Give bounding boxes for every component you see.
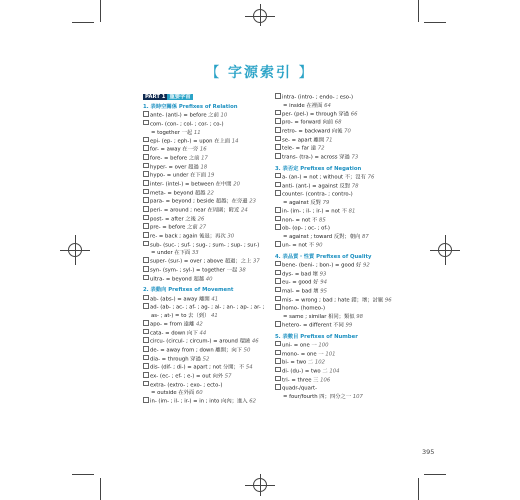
index-entry [143,275,265,284]
index-entry [275,313,397,321]
entry-page: 96 [383,297,392,304]
index-section [143,103,265,283]
checkbox-icon [275,376,281,382]
entry-page: 30 [225,233,235,240]
checkbox-icon [143,241,149,247]
checkbox-icon [143,145,149,151]
left-sections [143,103,265,406]
checkbox-icon [143,111,149,117]
entry-page: 72 [316,145,325,152]
entry-page: 76 [365,174,375,181]
section-heading: 2. 表動向 Prefixes of Movement [143,287,234,294]
entry-text: a- (an-) = not ; without 不；沒有 [282,174,366,181]
part-label: PART 1 [145,94,166,100]
checkbox-icon [275,367,281,373]
entry-page: 33 [190,250,199,257]
checkbox-icon [143,295,149,301]
entry-text: ante- (anti-) = before 之前 [150,112,219,119]
entry-text: circu- (circul- ; circum-) = around 環繞 [150,338,251,345]
index-entry [143,223,265,232]
checkbox-icon [143,363,149,369]
entry-text: mono- = one 一 [282,351,324,358]
index-entry [143,303,265,312]
index-entry [275,278,397,287]
index-entry [275,393,397,401]
entry-page: 98 [354,313,364,320]
entry-text: re- = back ; again 後退；再次 [150,233,226,240]
index-entry [143,111,265,120]
index-entry [275,144,397,153]
entry-text: fore- = before 之前 [150,155,200,162]
index-entry [275,358,397,367]
index-entry [143,163,265,172]
entry-text: as- ; at-) = to 去（到） [151,312,210,319]
checkbox-icon [143,215,149,221]
checkbox-icon [143,206,149,212]
checkbox-icon [143,163,149,169]
entry-page: 70 [342,128,351,135]
checkbox-icon [275,190,281,196]
index-entry [275,287,397,296]
entry-page: 37 [251,258,260,265]
checkbox-icon [143,355,149,361]
checkbox-icon [143,266,149,272]
checkbox-icon [143,154,149,160]
entry-page: 90 [314,242,323,249]
entry-page: 99 [343,322,353,329]
entry-text: un- = not 不 [282,242,315,249]
entry-text: = outside 在外面 [151,390,195,397]
title-text: 字源索引 [228,65,292,81]
checkbox-icon [143,120,149,126]
index-entry [143,397,265,406]
entry-text: eu- = good 好 [282,279,319,286]
checkbox-icon [275,93,281,99]
entry-page: 16 [198,146,207,153]
entry-text: intra- (intro- ; endo- ; eso-) [282,94,354,101]
checkbox-icon [275,182,281,188]
checkbox-icon [275,144,281,150]
index-entry [275,173,397,182]
entry-text: ex- (ec- ; ef- ; e-) = out 向外 [150,373,224,380]
part-name: 重要字首 [169,94,191,100]
entry-text: ob- (op- ; oc- ; of-) [282,225,330,232]
entry-text: syn- (sym- ; syl-) = together 一起 [150,267,238,274]
index-entry [275,118,397,127]
index-section [275,333,397,401]
entry-text: non- = not 不 [282,217,318,224]
checkbox-icon [275,118,281,124]
entry-text: per- (pel-) = through 穿過 [282,111,350,118]
checkbox-icon [275,296,281,302]
entry-text: dis- (dif- ; di-) = apart ; not 分開；不 [150,364,245,371]
entry-text: dia- = through 穿過 [150,356,201,363]
index-entry [275,270,397,279]
checkbox-icon [143,337,149,343]
index-entry [143,137,265,146]
entry-page: 52 [200,356,210,363]
entry-text: tele- = far 遠 [282,145,317,152]
section-heading: 4. 表品質・性質 Prefixes of Quality [275,253,372,260]
checkbox-icon [143,372,149,378]
entry-text: mis- = wrong ; bad ; hate 錯；壞；討厭 [282,297,384,304]
checkbox-icon [275,173,281,179]
index-section [143,286,265,406]
index-entry [275,241,397,250]
entry-page: 94 [318,279,327,286]
entry-page: 81 [346,208,356,215]
checkbox-icon [143,189,149,195]
checkbox-icon [143,137,149,143]
index-entry [143,206,265,215]
entry-page: 20 [231,181,241,188]
entry-page: 93 [317,271,327,278]
entry-page: 27 [197,224,207,231]
index-entry [143,295,265,304]
index-entry [275,136,397,145]
checkbox-icon [275,136,281,142]
entry-text: in- (im- ; il- ; ir-) = not 不 [282,208,347,215]
index-entry [275,321,397,330]
entry-page: 102 [313,359,325,366]
index-entry [143,363,265,372]
entry-page: 79 [320,199,330,206]
index-entry [275,182,397,191]
entry-page: 19 [206,172,215,179]
entry-text: di- (du-) = two 二 [282,368,328,375]
entry-text: super- (sur-) = over ; above 超過；之上 [150,258,252,265]
section-heading: 1. 表時空關係 Prefixes of Relation [143,104,238,111]
entry-page: 54 [244,364,253,371]
checkbox-icon [275,358,281,364]
checkbox-icon [143,303,149,309]
checkbox-icon [275,270,281,276]
entry-page: 66 [349,111,358,118]
entry-text: in- (im- ; il- ; ir-) = in ; into 向內；進入 [150,398,248,405]
index-entry [143,381,265,390]
checkbox-icon [275,216,281,222]
entry-page: 41 [209,312,218,319]
entry-text: cata- = down 向下 [150,330,198,337]
index-entry [275,304,397,313]
entry-text: inter- (intel-) = between 在中間 [150,181,232,188]
section-heading: 5. 表數目 Prefixes of Number [275,333,358,340]
index-entry [275,233,397,241]
entry-text: pre- = before 之前 [150,224,198,231]
checkbox-icon [143,397,149,403]
right-column [275,93,397,401]
entry-text: = against 反對 [283,199,321,206]
index-entry [143,312,265,320]
entry-text: ab- (abs-) = away 離開 [150,296,210,303]
index-entry [143,320,265,329]
entry-text: bene- (beni- ; bon-) = good 好 [282,262,362,269]
entry-text: quadr-/quart- [282,385,317,392]
entry-page: 38 [237,267,246,274]
entry-text: para- = beyond ; beside 超越；在旁邊 [150,198,248,205]
index-entry [143,145,265,154]
entry-text: retro- = backward 向後 [282,128,343,135]
entry-text: ultra- = beyond 超越 [150,276,205,283]
entry-page: 95 [318,288,327,295]
entry-text: = together 一起 [151,129,193,136]
entry-text: for- = away 在一旁 [150,146,199,153]
checkbox-icon [143,275,149,281]
index-entry [143,129,265,137]
right-sections [275,93,397,401]
entry-page: 64 [322,102,331,109]
index-entry [143,189,265,198]
index-entry [143,257,265,266]
checkbox-icon [275,384,281,390]
index-entry [143,266,265,275]
index-entry [275,216,397,225]
entry-text: = against ; toward 反對；朝向 [283,234,361,240]
index-entry [275,367,397,376]
entry-text: de- = away from ; down 離開；向下 [150,347,242,354]
checkbox-icon [143,223,149,229]
entry-page: 87 [360,234,369,240]
index-entry [143,171,265,180]
entry-text: epi- (ep- ; eph-) = upon 在上面 [150,138,231,145]
entry-page: 57 [223,373,232,380]
checkbox-icon [143,381,149,387]
page-title: 【 字源索引 】 [205,65,315,81]
entry-text: hyper- = over 超過 [150,164,199,171]
checkbox-icon [275,153,281,159]
page-number: 395 [422,448,435,456]
checkbox-icon [275,341,281,347]
part-badge [143,93,193,101]
checkbox-icon [143,171,149,177]
entry-page: 17 [199,155,208,162]
entry-text: = same ; similar 相同；類似 [283,313,355,320]
index-entry [143,180,265,189]
entry-text: sub- (suc- ; suf- ; sug- ; sum- ; sup- ; sur-) [150,242,260,249]
entry-page: 62 [247,398,257,405]
checkbox-icon [275,321,281,327]
index-entry [275,93,397,102]
entry-page: 106 [318,377,331,383]
entry-page: 92 [361,262,370,269]
index-entry [143,249,265,257]
entry-page: 18 [198,164,208,171]
entry-page: 107 [351,393,363,400]
index-entry [275,102,397,110]
entry-text: homo- (homeo-) [282,305,326,312]
index-entry [143,329,265,338]
index-entry [143,346,265,355]
checkbox-icon [275,241,281,247]
checkbox-icon [143,320,149,326]
entry-page: 44 [197,330,207,337]
entry-page: 22 [205,190,214,197]
checkbox-icon [143,346,149,352]
index-entry [275,199,397,207]
checkbox-icon [275,304,281,310]
index-entry [275,296,397,305]
index-section [275,93,397,162]
checkbox-icon [275,207,281,213]
index-entry [275,190,397,199]
entry-text: hetero- = different 不同 [282,322,344,329]
index-entry [275,350,397,359]
entry-text: apo- = from 遠離 [150,321,195,328]
index-entry [143,355,265,364]
entry-page: 60 [194,390,203,397]
checkbox-icon [143,257,149,263]
checkbox-icon [143,197,149,203]
entry-text: = inside 在裡面 [283,102,323,109]
entry-text: = four/fourth 四；四分之一 [283,393,352,400]
entry-page: 14 [230,138,239,145]
entry-text: se- = apart 離開 [282,137,325,144]
entry-page: 50 [241,347,251,354]
entry-page: 78 [350,183,359,190]
index-entry [143,372,265,381]
index-entry [275,224,397,233]
index-entry [143,337,265,346]
checkbox-icon [275,350,281,356]
index-entry [143,389,265,397]
index-entry [275,127,397,136]
entry-page: 73 [349,154,359,161]
index-entry [275,341,397,350]
entry-text: = under 在下面 [151,250,191,257]
entry-text: meta- = beyond 超越 [150,190,206,197]
entry-text: peri- = around ; near 在周圍；附近 [150,207,240,214]
checkbox-icon [143,180,149,186]
left-column [143,93,265,406]
section-heading: 3. 表否定 Prefixes of Negation [275,165,362,172]
entry-page: 26 [195,216,205,223]
entry-text: dys- = bad 壞 [282,271,318,278]
entry-page: 11 [192,129,201,136]
checkbox-icon [275,261,281,267]
index-entry [143,120,265,129]
index-entry [275,153,397,162]
entry-page: 101 [323,351,336,358]
entry-text: pro- = forward 向前 [282,119,334,126]
index-entry [143,215,265,224]
entry-page: 40 [204,276,213,283]
entry-text: bi- = two 二 [282,359,314,366]
entry-text: uni- = one 一 [282,342,317,349]
entry-text: post- = after 之後 [150,216,196,223]
entry-page: 46 [250,338,259,345]
index-entry [275,110,397,119]
entry-page: 24 [239,207,248,214]
index-entry [275,376,397,385]
entry-page: 10 [218,112,228,119]
index-entry [143,241,265,250]
index-entry [275,261,397,270]
entry-text: anti- (ant-) = against 反對 [282,183,351,190]
index-section [275,165,397,250]
entry-page: 68 [333,119,342,126]
index-entry [275,384,397,393]
entry-page: 85 [317,217,326,224]
entry-text: tri- = three 三 [282,377,319,383]
checkbox-icon [143,329,149,335]
entry-page: 42 [194,321,203,328]
entry-text: mal- = bad 壞 [282,288,319,295]
entry-text: ad- (ab- ; ac- ; af- ; ag- ; al- ; an- ; ap- ; ar- ; [150,304,265,311]
entry-text: counter- (contra- ; contro-) [282,191,353,198]
checkbox-icon [143,232,149,238]
checkbox-icon [275,224,281,230]
entry-page: 23 [247,198,256,205]
index-entry [143,232,265,241]
checkbox-icon [275,110,281,116]
checkbox-icon [275,287,281,293]
index-entry [275,207,397,216]
entry-page: 100 [316,342,329,349]
entry-text: com- (con- ; col- ; cor- ; co-) [150,121,224,128]
checkbox-icon [275,278,281,284]
entry-text: hypo- = under 在下面 [150,172,206,179]
entry-page: 41 [209,296,219,303]
entry-page: 104 [327,368,340,375]
entry-page: 71 [324,137,333,144]
entry-text: extra- (extro- ; exo- ; ecto-) [150,382,223,389]
index-entry [143,154,265,163]
index-entry [143,197,265,206]
checkbox-icon [275,127,281,133]
entry-text: trans- (tra-) = across 穿過 [282,154,350,161]
index-section [275,253,397,330]
